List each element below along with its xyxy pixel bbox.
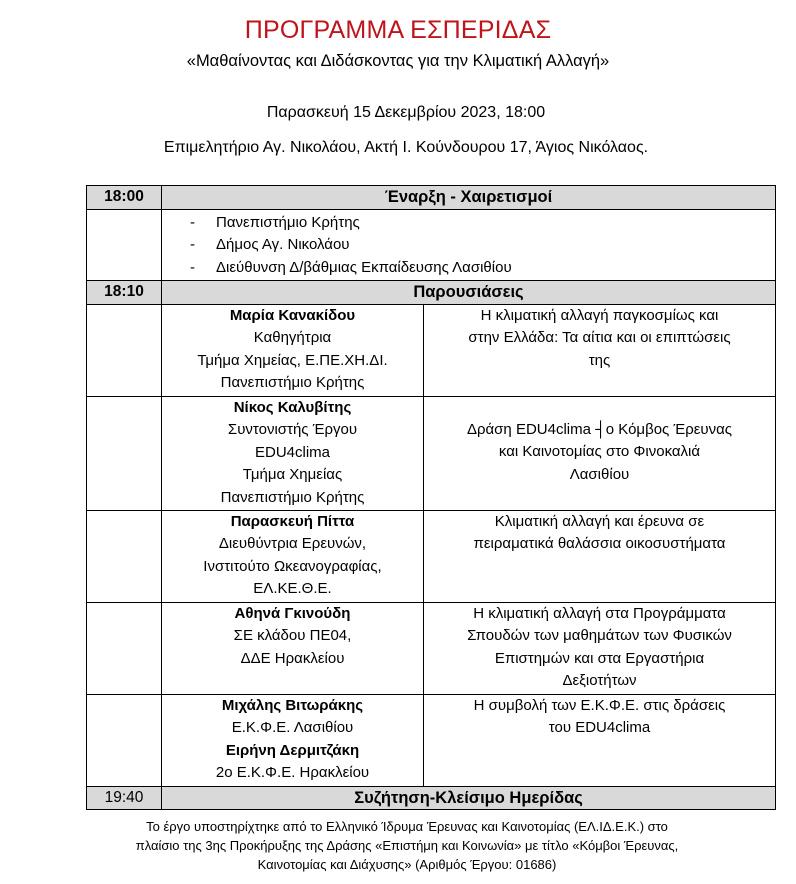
speaker-detail: ΔΔΕ Ηρακλείου: [240, 649, 345, 667]
topic-line: Η κλιματική αλλαγή παγκοσμίως και: [480, 306, 719, 324]
speaker-name: Ειρήνη Δερμιτζάκη: [225, 741, 360, 759]
speaker-detail: Διευθύντρια Ερευνών,: [218, 535, 367, 552]
topic-line: Λασιθίου: [569, 465, 630, 483]
speaker-detail: Πανεπιστήμιο Κρήτης: [220, 488, 365, 506]
speaker-name: Παρασκευή Πίττα: [230, 512, 355, 530]
speaker-detail: Ινστιτούτο Ωκεανογραφίας,: [203, 557, 382, 575]
footer-line: Το έργο υποστηρίχτηκε από το Ελληνικό Ίδρυμα Έρευνας και Καινοτομίας (ΕΛ.ΙΔ.Ε.Κ.) στο: [146, 819, 668, 834]
speaker-detail: EDU4clima: [254, 443, 330, 461]
speaker-detail: Ε.Κ.Φ.Ε. Λασιθίου: [231, 719, 354, 736]
funding-note: [92, 817, 722, 874]
page-title: ΠΡΟΓΡΑΜΜΑ ΕΣΠΕΡΙΔΑΣ: [244, 16, 552, 44]
opening-orgs-row: [87, 209, 776, 281]
speaker-detail: ΣΕ κλάδου ΠΕ04,: [233, 627, 352, 644]
speaker-name: Μιχάλης Βιτωράκης: [221, 696, 364, 714]
topic-line: Η συμβολή των Ε.Κ.Φ.Ε. στις δράσεις: [473, 696, 726, 714]
list-item: - Πανεπιστήμιο Κρήτης: [190, 213, 360, 231]
empty-time-cell: [87, 602, 162, 694]
presentations-time: 18:10: [87, 281, 162, 305]
list-item: - Διεύθυνση Δ/βάθμιας Εκπαίδευσης Λασιθίου: [190, 258, 512, 276]
empty-time-cell: [87, 694, 162, 786]
list-item: - Δήμος Αγ. Νικολάου: [190, 236, 350, 253]
speaker-cell: [162, 602, 424, 694]
closing-header-row: [87, 786, 776, 810]
presentations-title: Παρουσιάσεις: [162, 281, 776, 305]
topic-line: Σπουδών των μαθημάτων των Φυσικών: [467, 627, 732, 644]
speaker-name: Μαρία Κανακίδου: [229, 306, 356, 324]
topic-cell: [424, 396, 776, 510]
topic-cell: [424, 602, 776, 694]
table-row: [87, 304, 776, 396]
opening-header-row: [87, 186, 776, 210]
speaker-cell: [162, 304, 424, 396]
organizations-list: [162, 209, 776, 281]
empty-time-cell: [87, 304, 162, 396]
closing-title: Συζήτηση-Κλείσιμο Ημερίδας: [162, 786, 776, 810]
empty-time-cell: [87, 396, 162, 510]
topic-line: και Καινοτομίας στο Φινοκαλιά: [498, 443, 701, 460]
topic-cell: [424, 510, 776, 602]
speaker-detail: Πανεπιστήμιο Κρήτης: [220, 374, 365, 391]
speaker-detail: Συντονιστής Έργου: [227, 421, 358, 438]
topic-line: Η κλιματική αλλαγή στα Προγράμματα: [473, 604, 726, 622]
footer-line: Καινοτομίας και Διάχυσης» (Αριθμός Έργου: 01686): [257, 857, 557, 872]
empty-time-cell: [87, 209, 162, 281]
presentations-header-row: [87, 281, 776, 305]
speaker-detail: 2ο Ε.Κ.Φ.Ε. Ηρακλείου: [215, 764, 370, 781]
topic-line: Δράση EDU4clima ┤ο Κόμβος Έρευνας: [466, 420, 733, 438]
table-row: [87, 602, 776, 694]
topic-line: του EDU4clima: [548, 719, 651, 736]
speaker-detail: Τμήμα Χημείας: [242, 466, 343, 483]
speaker-name: Νίκος Καλυβίτης: [233, 398, 352, 416]
program-table: [86, 185, 776, 810]
speaker-cell: [162, 510, 424, 602]
table-row: [87, 694, 776, 786]
table-row: [87, 510, 776, 602]
speaker-detail: Τμήμα Χημείας, Ε.ΠΕ.ΧΗ.ΔΙ.: [197, 351, 388, 369]
speaker-cell: [162, 396, 424, 510]
topic-cell: [424, 304, 776, 396]
topic-line: Δεξιοτήτων: [562, 672, 637, 689]
topic-line: Κλιματική αλλαγή και έρευνα σε: [494, 512, 705, 530]
topic-cell: [424, 694, 776, 786]
speaker-detail: Καθηγήτρια: [253, 329, 332, 346]
topic-line: Επιστημών και στα Εργαστήρια: [494, 649, 705, 667]
event-date: Παρασκευή 15 Δεκεμβρίου 2023, 18:00: [266, 104, 546, 121]
opening-title: Έναρξη - Χαιρετισμοί: [162, 186, 776, 210]
empty-time-cell: [87, 510, 162, 602]
table-row: [87, 396, 776, 510]
closing-time: 19:40: [87, 786, 162, 810]
opening-time: 18:00: [87, 186, 162, 210]
speaker-detail: ΕΛ.ΚΕ.Θ.Ε.: [253, 580, 332, 597]
event-venue: Επιμελητήριο Αγ. Νικολάου, Ακτή Ι. Κούνδουρου 17, Άγιος Νικόλαος.: [163, 139, 649, 156]
topic-line: στην Ελλάδα: Τα αίτια και οι επιπτώσεις: [468, 329, 731, 346]
topic-line: της: [588, 351, 611, 369]
page-subtitle: «Μαθαίνοντας και Διδάσκοντας για την Κλιματική Αλλαγή»: [186, 52, 610, 70]
speaker-name: Αθηνά Γκινούδη: [234, 604, 351, 622]
footer-line: πλαίσιο της 3ης Προκήρυξης της Δράσης «Επιστήμη και Κοινωνία» με τίτλο «Κόμβοι Έρευνας,: [135, 838, 679, 853]
speaker-cell: [162, 694, 424, 786]
topic-line: πειραματικά θαλάσσια οικοσυστήματα: [473, 535, 726, 552]
